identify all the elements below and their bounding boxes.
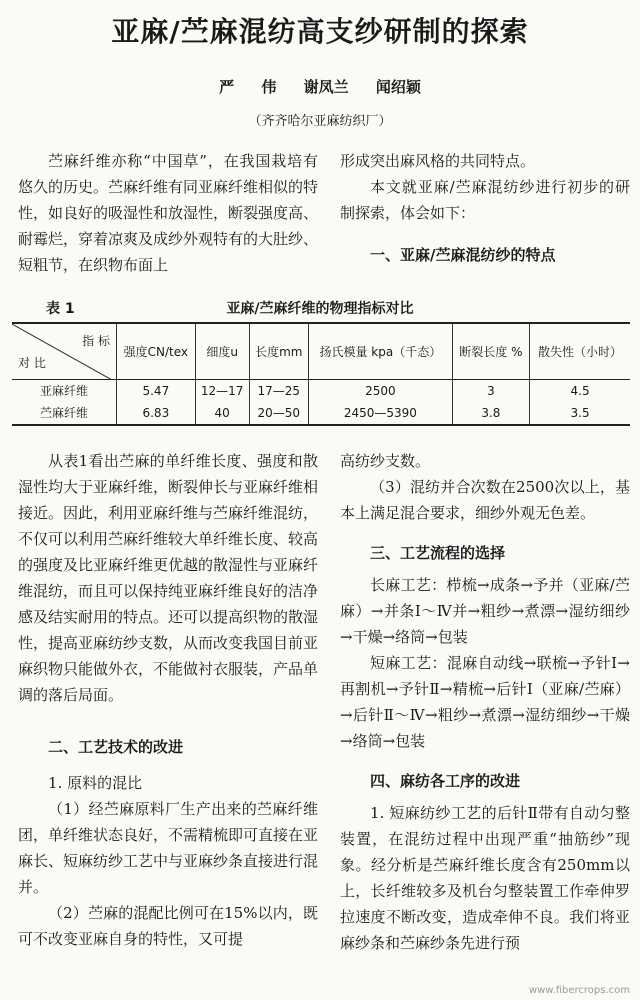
table-cell: 3	[452, 379, 529, 402]
table-title: 亚麻/苎麻纤维的物理指标对比	[226, 301, 414, 317]
table-header-cell: 长度mm	[249, 323, 308, 379]
body-paragraph: 1. 短麻纺纱工艺的后针Ⅱ带有自动匀整装置，在混纺过程中出现严重“抽筋纱”现象。经分析是苎麻纤维长度含有250mm以上，长纤维较多及机台匀整装置工作牵伸罗拉速度不断改变，造成牵伸不良。我们将亚麻纱条和苎麻纱条先进行预	[340, 804, 630, 952]
body-paragraph: （2）苎麻的混配比例可在15%以内，既可不改变亚麻自身的特性，又可提	[18, 904, 318, 948]
body-left-column	[18, 448, 318, 952]
table-cell: 6.83	[117, 402, 196, 425]
table-header-cell: 强度CN/tex	[117, 323, 196, 379]
fiber-properties-table	[12, 322, 630, 426]
body-paragraph: （1）经苎麻原料厂生产出来的苎麻纤维团，单纤维状态良好，不需精梳即可直接在亚麻长、短麻纺纱工艺中与亚麻纱条直接进行混并。	[18, 800, 319, 896]
table-cell: 40	[195, 402, 249, 425]
body-right-column	[340, 448, 630, 956]
table-number: 表 1	[46, 301, 75, 317]
section-3-heading: 三、工艺流程的选择	[370, 544, 506, 562]
table-row	[12, 379, 630, 402]
corner-label-top: 指 标	[82, 334, 110, 348]
table-header-cell: 散失性（小时）	[530, 323, 630, 379]
process-short-fiber: 短麻工艺：混麻自动线→联梳→予针Ⅰ→再割机→予针Ⅱ→精梳→后针Ⅰ（亚麻/苎麻）→后针Ⅱ～Ⅳ→粗纱→煮漂→湿纺细纱→干燥→络筒→包装	[340, 654, 630, 750]
site-watermark: www.fibercrops.com	[528, 985, 630, 996]
article-title: 亚麻/苎麻混纺高支纱研制的探索	[111, 15, 529, 48]
intro-paragraph-2: 本文就亚麻/苎麻混纺纱进行初步的研制探索，体会如下：	[340, 178, 630, 222]
article-affiliation: （齐齐哈尔亚麻纺织厂）	[248, 114, 392, 129]
table-cell: 17—25	[249, 379, 308, 402]
table-cell: 3.8	[452, 402, 529, 425]
table-row	[12, 402, 630, 425]
table-cell: 4.5	[530, 379, 630, 402]
body-paragraph: （3）混纺并合次数在2500次以上，基本上满足混合要求，细纱外观无色差。	[340, 478, 630, 522]
table-cell: 2450—5390	[309, 402, 453, 425]
body-continuation: 高纺纱支数。	[340, 452, 431, 470]
corner-label-bottom: 对 比	[18, 355, 46, 370]
article-authors: 严 伟 谢凤兰 闻绍颖	[219, 78, 421, 96]
section-1-heading: 一、亚麻/苎麻混纺纱的特点	[370, 246, 556, 264]
section-4-heading: 四、麻纺各工序的改进	[370, 772, 521, 790]
table-header-cell: 断裂长度 %	[452, 323, 529, 379]
table-cell: 3.5	[530, 402, 630, 425]
intro-left-column	[18, 148, 318, 278]
table-cell: 2500	[309, 379, 453, 402]
table-cell: 亚麻纤维	[39, 384, 88, 398]
table-header-cell: 细度u	[195, 323, 249, 379]
table-header-cell: 扬氏模量 kpa（千态）	[309, 323, 453, 379]
table-cell: 20—50	[249, 402, 308, 425]
intro-right-column	[340, 148, 630, 268]
table-header-row	[12, 323, 630, 379]
table-cell: 苎麻纤维	[39, 406, 88, 420]
table-cell: 12—17	[195, 379, 249, 402]
table-cell: 5.47	[117, 379, 196, 402]
table-corner-cell	[12, 323, 117, 379]
subsection-1-heading: 1. 原料的混比	[48, 774, 143, 792]
intro-paragraph: 苎麻纤维亦称“中国草”，在我国栽培有悠久的历史。苎麻纤维有同亚麻纤维相似的特性，如良好的吸湿性和放湿性，断裂强度高、耐霉烂，穿着凉爽及成纱外观特有的大肚纱、短粗节，在织物布面上	[18, 152, 319, 274]
body-paragraph: 从表1看出苎麻的单纤维长度、强度和散湿性均大于亚麻纤维，断裂伸长与亚麻纤维相接近。因此，利用亚麻纤维与苎麻纤维混纺，不仅可以利用苎麻纤维较大单纤维长度、较高的强度及比亚麻纤维更优越的散湿性与亚麻纤维混纺，而且可以保持纯亚麻纤维良好的洁净感及结实耐用的特点。还可以提高织物的散湿性，提高亚麻纺纱支数，从而改变我国目前亚麻织物只能做外衣，不能做衬衣服装，产品单调的落后局面。	[18, 452, 319, 704]
process-long-fiber: 长麻工艺：栉梳→成条→予并（亚麻/苎麻）→并条Ⅰ～Ⅳ并→粗纱→煮漂→湿纺细纱→干燥→络筒→包装	[340, 576, 630, 646]
section-2-heading: 二、工艺技术的改进	[48, 738, 184, 756]
intro-continuation: 形成突出麻风格的共同特点。	[340, 152, 536, 170]
